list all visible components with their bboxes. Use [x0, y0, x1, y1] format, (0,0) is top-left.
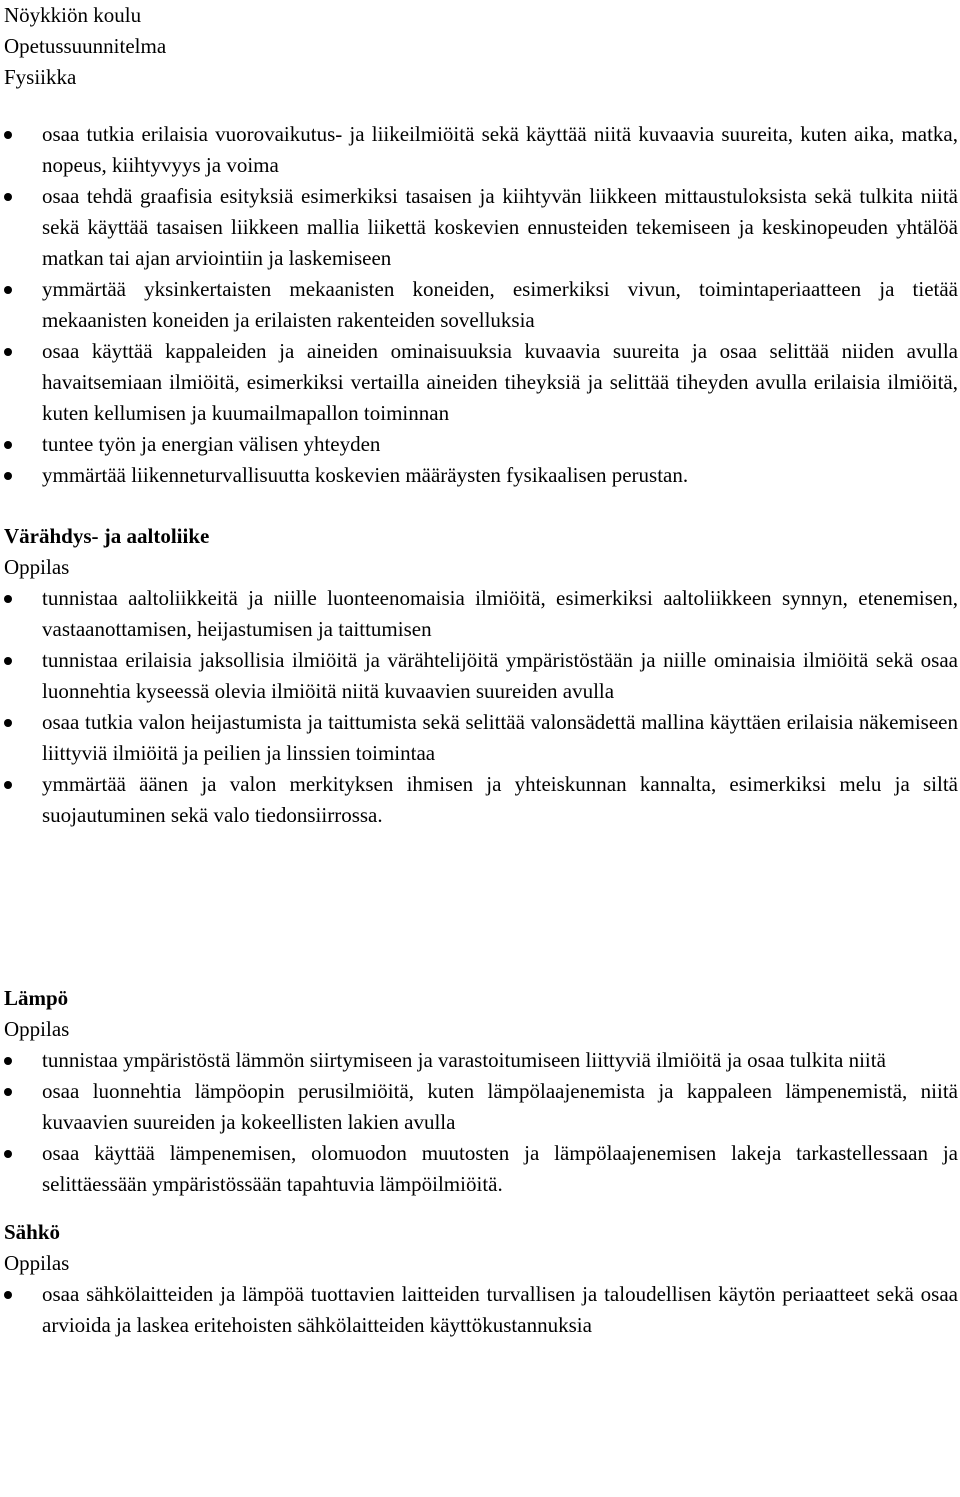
bullet-icon: [4, 472, 12, 480]
document-header: [4, 0, 958, 93]
spacer: [4, 93, 958, 119]
list-item: osaa käyttää kappaleiden ja aineiden ominaisuuksia kuvaavia suureita ja osaa selittää niiden avulla havaitsemiaan ilmiöitä, esimerkiksi vertailla aineiden tiheyksiä ja selittää tiheyden avulla erilaisia ilmiöitä, kuten kellumisen ja kuumailmapallon toiminnan: [4, 336, 958, 429]
bullet-icon: [4, 193, 12, 201]
spacer: [4, 1200, 958, 1217]
list-item: ymmärtää liikenneturvallisuutta koskevien määräysten fysikaalisen perustan.: [4, 460, 958, 491]
section-list: [4, 1279, 958, 1341]
bullet-icon: [4, 781, 12, 789]
section-title: Sähkö: [4, 1220, 61, 1244]
subject-name: Fysiikka: [4, 65, 77, 89]
list-item: osaa tutkia valon heijastumista ja taittumista sekä selittää valonsädettä mallina käyttäen erilaisia näkemiseen liittyviä ilmiöitä ja peilien ja linssien toimintaa: [4, 707, 958, 769]
school-name: Nöykkiön koulu: [4, 3, 142, 27]
list-item: osaa sähkölaitteiden ja lämpöä tuottavien laitteiden turvallisen ja taloudellisen käytön periaatteet sekä osaa arvioida ja laskea eritehoisten sähkölaitteiden käyttökustannuksia: [4, 1279, 958, 1341]
spacer: [4, 491, 958, 521]
spacer: [4, 831, 958, 983]
role-label: Oppilas: [4, 1017, 70, 1041]
list-item: osaa tutkia erilaisia vuorovaikutus- ja liikeilmiöitä sekä käyttää niitä kuvaavia suureita, kuten aika, matka, nopeus, kiihtyvyys ja voima: [4, 119, 958, 181]
section-lampo: [4, 983, 958, 1200]
list-item: tunnistaa ympäristöstä lämmön siirtymiseen ja varastoitumiseen liittyviä ilmiöitä ja osaa tulkita niitä: [4, 1045, 958, 1076]
section-title: Värähdys- ja aaltoliike: [4, 524, 210, 548]
section-title: Lämpö: [4, 986, 69, 1010]
section-list: [4, 1045, 958, 1200]
section-sahko: [4, 1217, 958, 1341]
bullet-icon: [4, 657, 12, 665]
bullet-icon: [4, 719, 12, 727]
list-item: tuntee työn ja energian välisen yhteyden: [4, 429, 958, 460]
list-item: osaa tehdä graafisia esityksiä esimerkiksi tasaisen ja kiihtyvän liikkeen mittaustuloksista sekä tulkita niitä sekä käyttää tasaisen liikkeen mallia liikettä koskevien ennusteiden tekemiseen ja keskinopeuden yhtälöä matkan tai ajan arviointiin ja laskemiseen: [4, 181, 958, 274]
document-type: Opetussuunnitelma: [4, 34, 167, 58]
bullet-icon: [4, 131, 12, 139]
bullet-icon: [4, 441, 12, 449]
list-item: ymmärtää äänen ja valon merkityksen ihmisen ja yhteiskunnan kannalta, esimerkiksi melu ja siltä suojautuminen sekä valo tiedonsiirrossa.: [4, 769, 958, 831]
list-item: tunnistaa aaltoliikkeitä ja niille luonteenomaisia ilmiöitä, esimerkiksi aaltoliikkeen synnyn, etenemisen, vastaanottamisen, heijastumisen ja taittumisen: [4, 583, 958, 645]
list-item: ymmärtää yksinkertaisten mekaanisten koneiden, esimerkiksi vivun, toimintaperiaatteen ja tietää mekaanisten koneiden ja erilaisten rakenteiden sovelluksia: [4, 274, 958, 336]
bullet-icon: [4, 286, 12, 294]
list-item: tunnistaa erilaisia jaksollisia ilmiöitä ja värähtelijöitä ympäristöstään ja niille ominaisia ilmiöitä sekä osaa luonnehtia kyseessä olevia ilmiöitä niitä kuvaavien suureiden avulla: [4, 645, 958, 707]
section-list: [4, 583, 958, 831]
section-aaltoliike: [4, 521, 958, 831]
bullet-icon: [4, 595, 12, 603]
bullet-icon: [4, 1088, 12, 1096]
list-item: osaa käyttää lämpenemisen, olomuodon muutosten ja lämpölaajenemisen lakeja tarkastellessaan ja selittäessään ympäristössään tapahtuvia lämpöilmiöitä.: [4, 1138, 958, 1200]
role-label: Oppilas: [4, 555, 70, 579]
intro-list: [4, 119, 958, 491]
role-label: Oppilas: [4, 1251, 70, 1275]
list-item: osaa luonnehtia lämpöopin perusilmiöitä, kuten lämpölaajenemista ja kappaleen lämpenemistä, niitä kuvaavien suureiden ja kokeellisten lakien avulla: [4, 1076, 958, 1138]
bullet-icon: [4, 348, 12, 356]
bullet-icon: [4, 1057, 12, 1065]
bullet-icon: [4, 1150, 12, 1158]
bullet-icon: [4, 1291, 12, 1299]
